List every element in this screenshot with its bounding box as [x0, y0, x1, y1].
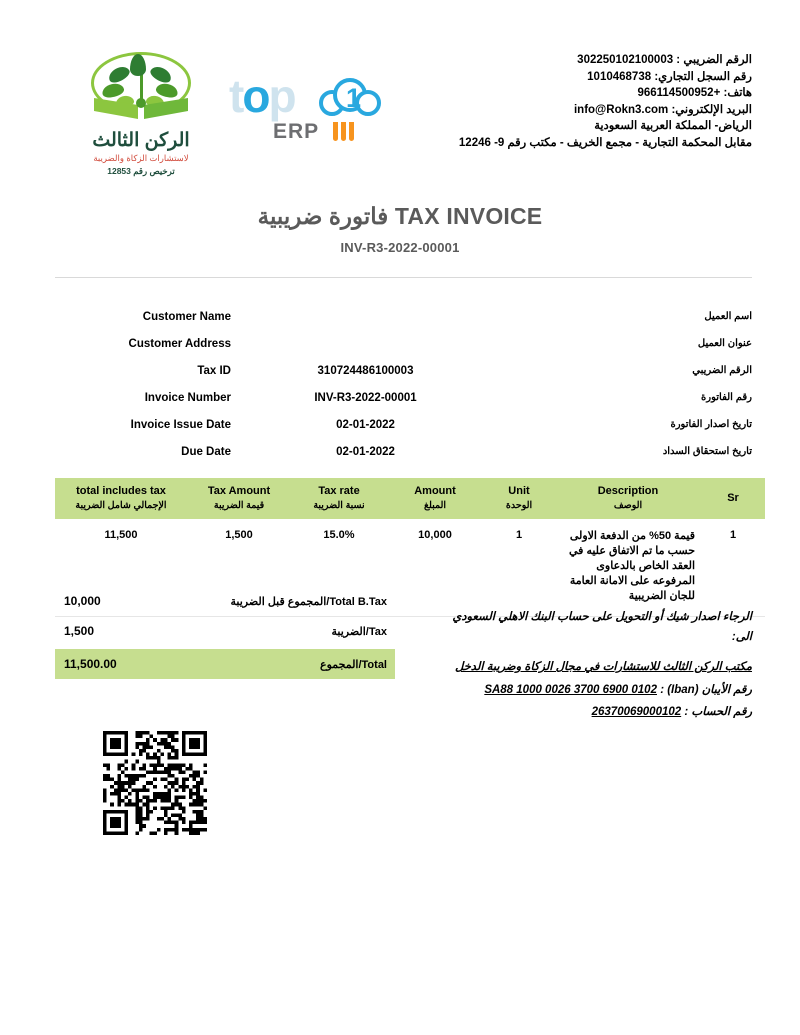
detail-label-ar: اسم العميل: [704, 311, 752, 322]
secondary-logo-erp-text: ERP: [273, 120, 320, 143]
company-city-country: الرياض- المملكة العربية السعودية: [594, 120, 752, 132]
column-header-amount: Amount المبلغ: [387, 478, 483, 519]
cell-unit: 1: [483, 519, 555, 617]
bank-iban-label: رقم الأيبان (Iban) :: [660, 684, 752, 696]
bank-iban-value: SA88 1000 0026 3700 6900 0102: [484, 684, 657, 696]
detail-value: INV-R3-2022-00001: [314, 391, 417, 404]
table-header-row: [55, 478, 765, 519]
qr-code-icon: [103, 731, 207, 835]
secondary-logo-number: 1: [346, 83, 362, 113]
primary-logo-tagline: لاستشارات الزكاة والضريبة: [93, 153, 189, 163]
total-value: 10,000: [64, 594, 101, 608]
company-phone: هاتف: +966114500952: [637, 87, 752, 99]
payee-to-label: الى:: [731, 631, 752, 643]
detail-value: 02-01-2022: [336, 445, 395, 458]
invoice-qr-code: [103, 731, 207, 835]
totals-summary: [55, 586, 395, 679]
company-cr-number: رقم السجل التجاري: 1010468738: [587, 70, 752, 83]
cell-description: قيمة 50% من الدفعة الاولى حسب ما تم الاتفاق عليه في العقد الخاص بالدعاوى المرفوعه على الامانة العامة للجان الضريبية: [555, 519, 701, 617]
detail-label-en: Due Date: [181, 445, 231, 458]
total-label: Tax/الضريبة: [331, 625, 387, 638]
bank-iban-line: [392, 681, 752, 700]
total-row-before-tax: [55, 586, 395, 616]
detail-row-invoice-number: [55, 384, 752, 411]
cell-sr: 1: [701, 519, 765, 617]
company-contact-info: [459, 52, 752, 151]
detail-label-ar: عنوان العميل: [697, 338, 752, 349]
grand-total-label: Total/المجموع: [320, 658, 387, 671]
detail-label-ar: رقم الفاتورة: [701, 392, 752, 403]
secondary-logo-word: top: [229, 70, 295, 122]
cell-total-includes-tax: 11,500: [55, 519, 187, 617]
invoice-title-block: [0, 203, 800, 255]
header-divider: [55, 277, 752, 278]
payment-instruction: الرجاء اصدار شيك أو التحويل على حساب البنك الاهلي السعودي: [452, 611, 752, 623]
page-title: TAX INVOICE فاتورة ضريبية: [257, 203, 543, 229]
column-header-tax-rate: Tax rate نسبة الضريبة: [291, 478, 387, 519]
detail-row-due-date: [55, 438, 752, 465]
detail-row-customer-name: [55, 303, 752, 330]
bank-details: [392, 608, 752, 722]
cell-tax-amount: 1,500: [187, 519, 291, 617]
bank-account-label: رقم الحساب :: [684, 706, 752, 718]
detail-row-customer-address: [55, 330, 752, 357]
column-header-total-includes-tax: total includes tax الإجمالي شامل الضريبة: [55, 478, 187, 519]
grand-total-value: 11,500.00: [64, 657, 117, 671]
primary-logo-name: الركن الثالث: [92, 130, 190, 151]
detail-row-tax-id: [55, 357, 752, 384]
column-header-unit: Unit الوحدة: [483, 478, 555, 519]
company-address: مقابل المحكمة التجارية - مجمع الخريف - مكتب رقم 9- 12246: [458, 136, 752, 149]
bank-account-name: مكتب الركن الثالث للاستشارات في مجال الزكاة وضريبة الدخل: [454, 661, 752, 673]
primary-logo-license: ترخيص رقم 12853: [107, 166, 175, 176]
bank-account-line: [392, 703, 752, 722]
detail-label-ar: تاريخ اصدار الفاتورة: [670, 419, 752, 430]
column-header-sr: Sr: [701, 478, 765, 519]
logo-group: [75, 48, 389, 177]
company-logo-primary: [75, 48, 207, 177]
column-header-description: Description الوصف: [555, 478, 701, 519]
invoice-header: [55, 48, 752, 188]
company-logo-secondary: [229, 48, 389, 144]
column-header-tax-amount: Tax Amount قيمة الضريبة: [187, 478, 291, 519]
detail-label-en: Customer Name: [142, 310, 231, 323]
cell-tax-rate: 15.0%: [291, 519, 387, 617]
plant-book-logo-icon: [82, 50, 200, 128]
company-email: البريد الإلكتروني: info@Rokn3.com: [573, 103, 752, 116]
rain-drops-icon: [333, 122, 354, 141]
invoice-number-subtitle: INV-R3-2022-00001: [340, 240, 460, 255]
company-tax-number: الرقم الضريبي : 302250102100003: [577, 54, 752, 66]
total-row-grand: [55, 649, 395, 679]
detail-label-ar: تاريخ استحقاق السداد: [662, 446, 752, 457]
book-icon: [92, 94, 190, 120]
total-value: 1,500: [64, 624, 95, 638]
detail-label-en: Tax ID: [197, 364, 231, 377]
detail-value: 02-01-2022: [336, 418, 395, 431]
bank-account-value: 26370069000102: [591, 706, 682, 718]
total-label: Total B.Tax/المجموع قبل الضريبة: [230, 595, 387, 608]
detail-row-issue-date: [55, 411, 752, 438]
invoice-details-list: [55, 303, 752, 465]
detail-label-en: Customer Address: [128, 337, 231, 350]
total-row-tax: [55, 616, 395, 646]
cell-amount: 10,000: [387, 519, 483, 617]
detail-value: 310724486100003: [317, 364, 414, 377]
detail-label-ar: الرقم الضريبي: [692, 365, 752, 376]
detail-label-en: Invoice Number: [144, 391, 231, 404]
detail-label-en: Invoice Issue Date: [130, 418, 231, 431]
cloud-icon: [319, 76, 383, 120]
